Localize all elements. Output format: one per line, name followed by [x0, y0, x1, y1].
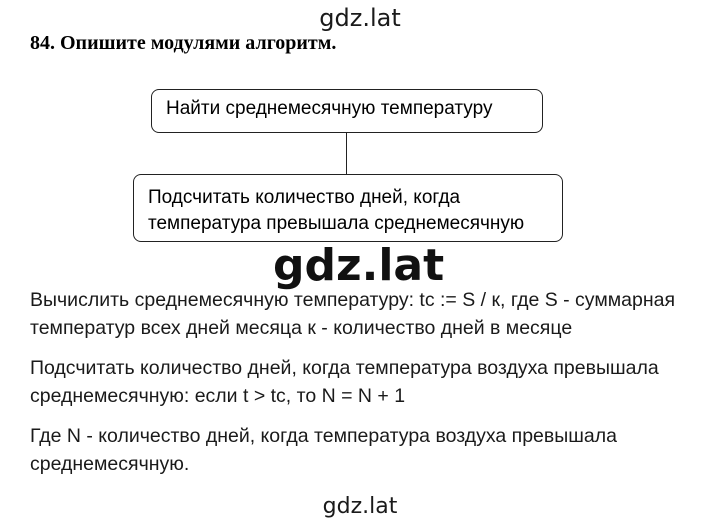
watermark-top: gdz.lat	[319, 4, 401, 32]
paragraph-compute-average-line-2: температур всех дней месяца к - количество дней в месяце	[30, 317, 573, 339]
paragraph-compute-average-line-1: Вычислить среднемесячную температуру: tc := S / к, где S - суммарная	[30, 289, 676, 311]
paragraph-definition-n-line-2: среднемесячную.	[30, 453, 190, 475]
paragraph-compute-average	[30, 286, 710, 342]
diagram-box-find-average: Найти среднемесячную температуру	[151, 89, 543, 133]
diagram-connector-line	[346, 133, 347, 174]
paragraph-count-days-line-1: Подсчитать количество дней, когда температура воздуха превышала	[30, 357, 659, 379]
paragraph-definition-n-line-1: Где N - количество дней, когда температура воздуха превышала	[30, 425, 617, 447]
watermark-bottom: gdz.lat	[322, 494, 398, 519]
paragraph-definition-n	[30, 422, 710, 478]
task-heading: 84. Опишите модулями алгоритм.	[30, 32, 337, 54]
paragraph-count-days-line-2: среднемесячную: если t > tc, то N = N + 1	[30, 385, 406, 407]
diagram-box-count-days-line-1: Подсчитать количество дней, когда	[148, 187, 461, 208]
diagram-box-count-days	[133, 174, 563, 242]
paragraph-count-days	[30, 354, 710, 410]
watermark-center: gdz.lat	[273, 240, 445, 291]
diagram-box-count-days-line-2: температура превышала среднемесячную	[148, 213, 525, 234]
